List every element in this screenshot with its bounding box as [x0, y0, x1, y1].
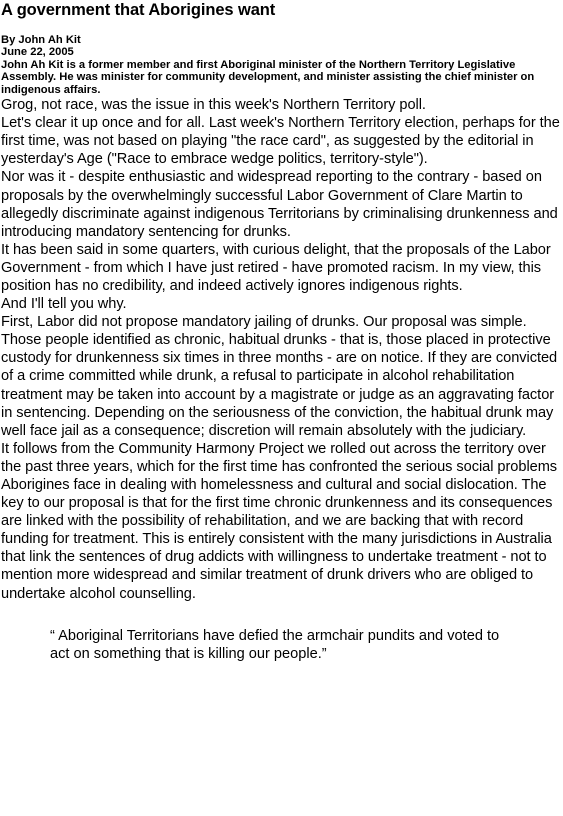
paragraph: It follows from the Community Harmony Project we rolled out across the territory over the past three years, which for the first time has confronted the serious social problems Aborigines face in dealing with homelessness and cultural and social dislocation. The key to our proposal is that for the first time chronic drunkenness and its consequences are linked with the possibility of rehabilitation, and we are backing that with record funding for treatment. This is entirely consistent with the many jurisdictions in Australia that link the sentences of drug addicts with willingness to undertake treatment - not to mention more widespread and similar treatment of drunk drivers who are obliged to undertake alcohol counselling. — [1, 440, 558, 602]
article-meta — [1, 34, 563, 96]
pull-quote: “ Aboriginal Territorians have defied the armchair pundits and voted to act on something that is killing our people.” — [50, 627, 500, 662]
paragraph: Grog, not race, was the issue in this week's Northern Territory poll. — [1, 97, 426, 114]
paragraph: And I'll tell you why. — [1, 296, 127, 313]
paragraph: First, Labor did not propose mandatory jailing of drunks. Our proposal was simple. Those people identified as chronic, habitual drunks - that is, those placed in protective custody for drunkenness six times in three months - are on notice. If they are convicted of a crime committed while drunk, a refusal to participate in alcohol rehabilitation treatment may be taken into account by a magistrate or judge as an aggravating factor in sentencing. Depending on the seriousness of the conviction, the habitual drunk may well face jail as a consequence; discretion will remain absolutely with the judiciary. — [1, 314, 558, 439]
author-bio: John Ah Kit is a former member and first Aboriginal minister of the Northern Territory Legislative Assembly. He was minister for community development, and minister assisting the chief minister on indigenous affairs. — [1, 58, 535, 96]
paragraph: Nor was it - despite enthusiastic and widespread reporting to the contrary - based on proposals by the overwhelmingly successful Labor Government of Clare Martin to allegedly discriminate against indigenous Territorians by criminalising drunkenness and introducing mandatory sentencing for drunks. — [1, 169, 558, 240]
byline: By John Ah Kit — [1, 34, 81, 46]
article-title: A government that Aborigines want — [1, 1, 276, 19]
publish-date: June 22, 2005 — [1, 46, 74, 59]
paragraph: Let's clear it up once and for all. Last week's Northern Territory election, perhaps for the first time, was not based on playing "the race card", as suggested by the editorial in yesterday's Age ("Race to embrace wedge politics, territory-style"). — [1, 115, 560, 168]
paragraph: It has been said in some quarters, with curious delight, that the proposals of the Labor Government - from which I have just retired - have promoted racism. In my view, this position has no credibility, and indeed actively ignores indigenous rights. — [1, 241, 551, 294]
article-body — [1, 96, 563, 603]
